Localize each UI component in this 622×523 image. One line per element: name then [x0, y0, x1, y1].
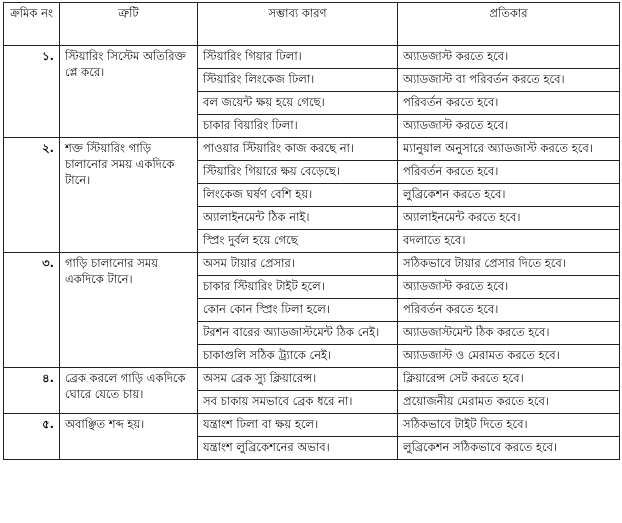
cause-cell: পাওয়ার স্টিয়ারিং কাজ করছে না। — [198, 138, 398, 161]
troubleshooting-table — [3, 2, 620, 460]
remedy-cell: পরিবর্তন করতে হবে। — [398, 92, 620, 115]
cause-cell: সব চাকায় সমভাবে ব্রেক ধরে না। — [198, 391, 398, 414]
remedy-cell: পরিবর্তন করতে হবে। — [398, 161, 620, 184]
remedy-cell: সঠিকভাবে টাইট দিতে হবে। — [398, 414, 620, 437]
remedy-cell: বদলাতে হবে। — [398, 230, 620, 253]
remedy-cell: সঠিকভাবে টায়ার প্রেসার দিতে হবে। — [398, 253, 620, 276]
cause-cell: অ্যালাইনমেন্ট ঠিক নাই। — [198, 207, 398, 230]
cause-cell: চাকার স্টিয়ারিং টাইট হলে। — [198, 276, 398, 299]
cause-cell: চাকার বিয়ারিং ঢিলা। — [198, 115, 398, 138]
cause-cell: স্টিয়ারিং গিয়ারে ক্ষয় বেড়েছে। — [198, 161, 398, 184]
remedy-cell: অ্যাডজাস্ট করতে হবে। — [398, 46, 620, 69]
header-fault: ত্রুটি — [60, 3, 198, 46]
remedy-cell: অ্যালাইনমেন্ট করতে হবে। — [398, 207, 620, 230]
table-row — [4, 138, 620, 161]
cause-cell: লিংকেজ ঘর্ষণ বেশি হয়। — [198, 184, 398, 207]
fault-cell: ব্রেক করলে গাড়ি একদিকে ঘোরে যেতে চায়। — [60, 368, 198, 414]
table-row — [4, 46, 620, 69]
serial-cell: ১. — [4, 46, 60, 138]
table-row — [4, 414, 620, 437]
remedy-cell: লুব্রিকেশন করতে হবে। — [398, 184, 620, 207]
remedy-cell: পরিবর্তন করতে হবে। — [398, 299, 620, 322]
remedy-cell: অ্যাডজাস্ট ও মেরামত করতে হবে। — [398, 345, 620, 368]
cause-cell: যন্ত্রাংশ লুব্রিকেশনের অভাব। — [198, 437, 398, 460]
cause-cell: স্টিয়ারিং লিংকেজ ঢিলা। — [198, 69, 398, 92]
serial-cell: ৩. — [4, 253, 60, 368]
table-row — [4, 368, 620, 391]
header-cause: সম্ভাব্য কারণ — [198, 3, 398, 46]
header-serial: ক্রমিক নং — [4, 3, 60, 46]
cause-cell: যন্ত্রাংশ ঢিলা বা ক্ষয় হলে। — [198, 414, 398, 437]
cause-cell: কোন কোন স্প্রিং ঢিলা হলে। — [198, 299, 398, 322]
fault-cell: শক্ত স্টিয়ারিং গাড়ি চালানোর সময় একদিকে টানে। — [60, 138, 198, 253]
cause-cell: বল জয়েন্ট ক্ষয় হয়ে গেছে। — [198, 92, 398, 115]
remedy-cell: অ্যাডজাস্ট বা পরিবর্তন করতে হবে। — [398, 69, 620, 92]
header-row — [4, 3, 620, 46]
serial-cell: ২. — [4, 138, 60, 253]
serial-cell: ৫. — [4, 414, 60, 460]
cause-cell: স্টিয়ারিং গিয়ার ঢিলা। — [198, 46, 398, 69]
remedy-cell: ক্লিয়ারেন্স সেট করতে হবে। — [398, 368, 620, 391]
table-body — [4, 46, 620, 460]
cause-cell: চাকাগুলি সঠিক ট্র্যাকে নেই। — [198, 345, 398, 368]
fault-cell: অবাঞ্ছিত শব্দ হয়। — [60, 414, 198, 460]
cause-cell: অসম টায়ার প্রেসার। — [198, 253, 398, 276]
fault-cell: স্টিয়ারিং সিস্টেম অতিরিক্ত প্লে করে। — [60, 46, 198, 138]
cause-cell: স্প্রিং দুর্বল হয়ে গেছে — [198, 230, 398, 253]
remedy-cell: ম্যানুয়াল অনুসারে অ্যাডজাস্ট করতে হবে। — [398, 138, 620, 161]
serial-cell: ৪. — [4, 368, 60, 414]
remedy-cell: প্রয়োজনীয় মেরামত করতে হবে। — [398, 391, 620, 414]
remedy-cell: লুব্রিকেশন সঠিকভাবে করতে হবে। — [398, 437, 620, 460]
fault-cell: গাড়ি চালানোর সময় একদিকে টানে। — [60, 253, 198, 368]
remedy-cell: অ্যাডজাস্টমেন্ট ঠিক করতে হবে। — [398, 322, 620, 345]
cause-cell: টরশন বারের অ্যাডজাস্টমেন্ট ঠিক নেই। — [198, 322, 398, 345]
table-row — [4, 253, 620, 276]
remedy-cell: অ্যাডজাস্ট করতে হবে। — [398, 115, 620, 138]
remedy-cell: অ্যাডজাস্ট করতে হবে। — [398, 276, 620, 299]
cause-cell: অসম ব্রেক স্যু ক্লিয়ারেন্স। — [198, 368, 398, 391]
header-remedy: প্রতিকার — [398, 3, 620, 46]
